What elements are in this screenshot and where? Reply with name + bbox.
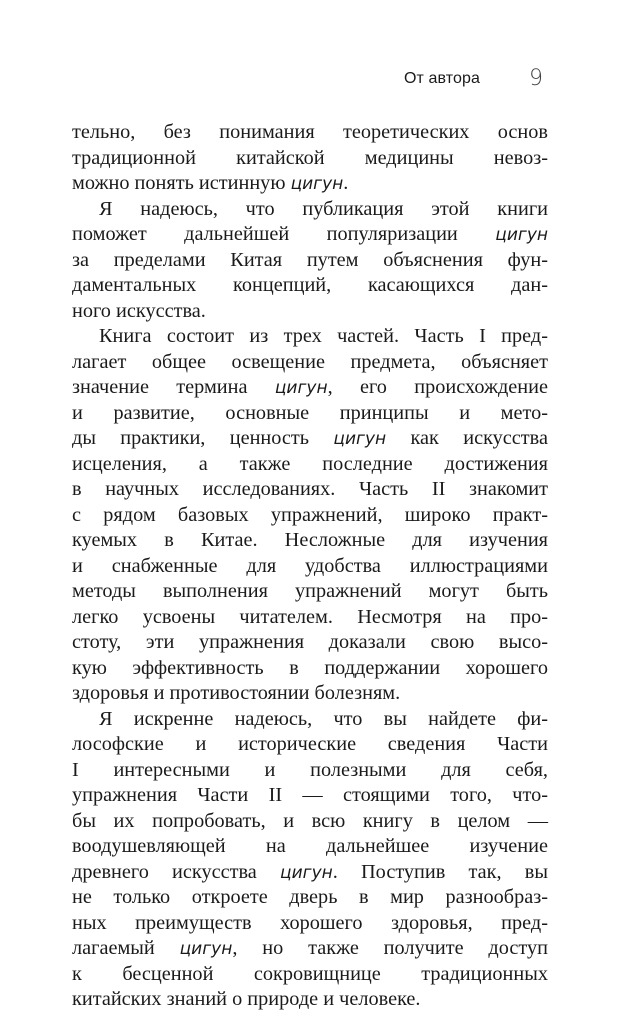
body-text xyxy=(72,120,548,1013)
text-line xyxy=(72,783,548,809)
text-run: стоту, эти упражнения доказали свою высо- xyxy=(72,631,548,653)
text-line xyxy=(72,120,548,146)
term-qigong: цигун xyxy=(333,429,387,449)
text-run: с рядом базовых упражнений, широко практ- xyxy=(72,503,548,526)
term-qigong: цигун xyxy=(179,939,233,959)
text-line xyxy=(72,299,548,325)
text-run: тельно, без понимания теоретических основ xyxy=(72,121,548,143)
text-line xyxy=(72,936,548,962)
text-run: за пределами Китая путем объяснения фун- xyxy=(72,248,548,271)
text-line xyxy=(72,834,548,860)
text-line xyxy=(72,579,548,605)
text-line xyxy=(72,350,548,376)
text-line xyxy=(72,885,548,911)
page-number: 9 xyxy=(529,66,543,91)
text-run: кую эффективность в поддержании хорошего xyxy=(72,656,548,679)
text-run: китайских знаний о природе и человеке. xyxy=(72,988,421,1010)
text-run: , но также получите доступ xyxy=(232,937,548,959)
term-qigong: цигун xyxy=(290,174,344,194)
text-run: Я искренне надеюсь, что вы найдете фи- xyxy=(99,707,548,730)
text-run: ных преимуществ хорошего здоровья, пред- xyxy=(72,911,548,934)
text-line xyxy=(72,809,548,835)
text-line xyxy=(72,273,548,299)
text-line xyxy=(72,911,548,937)
text-line xyxy=(72,860,548,886)
text-run: не только откроете дверь в мир разнообраз- xyxy=(72,886,548,908)
text-run: и развитие, основные принципы и мето- xyxy=(72,401,548,424)
text-run: значение термина xyxy=(72,376,275,398)
text-run: легко усвоены читателем. Несмотря на про- xyxy=(72,605,548,628)
text-line xyxy=(72,503,548,529)
text-run: I интересными и полезными для себя, xyxy=(72,758,548,781)
term-qigong: цигун xyxy=(495,225,548,245)
text-line xyxy=(72,171,548,197)
text-line xyxy=(72,452,548,478)
text-run: древнего искусства xyxy=(72,860,281,883)
text-run: исцеления, а также последние достижения xyxy=(72,452,548,475)
text-line xyxy=(72,426,548,452)
text-run: лософские и исторические сведения Части xyxy=(72,733,548,755)
text-run: Я надеюсь, что публикация этой книги xyxy=(99,197,548,220)
text-run: Книга состоит из трех частей. Часть I пред- xyxy=(99,325,548,347)
text-line xyxy=(72,707,548,733)
text-line xyxy=(72,197,548,223)
text-run: , его происхождение xyxy=(327,376,548,398)
text-run: к бесценной сокровищнице традиционных xyxy=(72,962,548,985)
text-line xyxy=(72,528,548,554)
text-run: . xyxy=(343,172,349,194)
text-line xyxy=(72,324,548,350)
running-head xyxy=(0,66,619,96)
text-line xyxy=(72,146,548,172)
paragraph xyxy=(72,120,548,197)
text-line xyxy=(72,681,548,707)
text-run: традиционной китайской медицины невоз- xyxy=(72,146,548,169)
text-run: ного искусства. xyxy=(72,299,206,322)
text-line xyxy=(72,248,548,274)
text-run: воодушевляющей на дальнейшее изучение xyxy=(72,835,548,857)
text-run: лагаемый xyxy=(72,937,180,959)
text-line xyxy=(72,401,548,427)
text-run: поможет дальнейшей популяризации xyxy=(72,223,496,245)
text-line xyxy=(72,554,548,580)
text-run: куемых в Китае. Несложные для изучения xyxy=(72,529,548,551)
text-run: лагает общее освещение предмета, объясняет xyxy=(72,350,548,373)
text-run: как искусства xyxy=(386,427,548,449)
text-line xyxy=(72,605,548,631)
text-line xyxy=(72,656,548,682)
text-run: здоровья и противостоянии болезням. xyxy=(72,682,401,704)
text-run: можно понять истинную xyxy=(72,172,291,194)
text-line xyxy=(72,375,548,401)
text-run: бы их попробовать, и всю книгу в целом — xyxy=(72,809,548,832)
text-line xyxy=(72,758,548,784)
text-line xyxy=(72,962,548,988)
paragraph xyxy=(72,197,548,325)
text-line xyxy=(72,987,548,1013)
text-line xyxy=(72,630,548,656)
text-run: упражнения Части II — стоящими того, что- xyxy=(72,784,548,806)
text-run: в научных исследованиях. Часть II знакомит xyxy=(72,478,548,500)
text-line xyxy=(72,222,548,248)
paragraph xyxy=(72,324,548,707)
section-title: От автора xyxy=(404,70,481,87)
text-line xyxy=(72,732,548,758)
paragraph xyxy=(72,707,548,1013)
text-run: и снабженные для удобства иллюстрациями xyxy=(72,554,548,577)
text-run: даментальных концепций, касающихся дан- xyxy=(72,274,548,296)
text-run: методы выполнения упражнений могут быть xyxy=(72,580,548,602)
text-run: . Поступив так, вы xyxy=(332,860,548,883)
term-qigong: цигун xyxy=(274,378,328,398)
term-qigong: цигун xyxy=(280,862,333,883)
text-line xyxy=(72,477,548,503)
text-run: ды практики, ценность xyxy=(72,427,334,449)
